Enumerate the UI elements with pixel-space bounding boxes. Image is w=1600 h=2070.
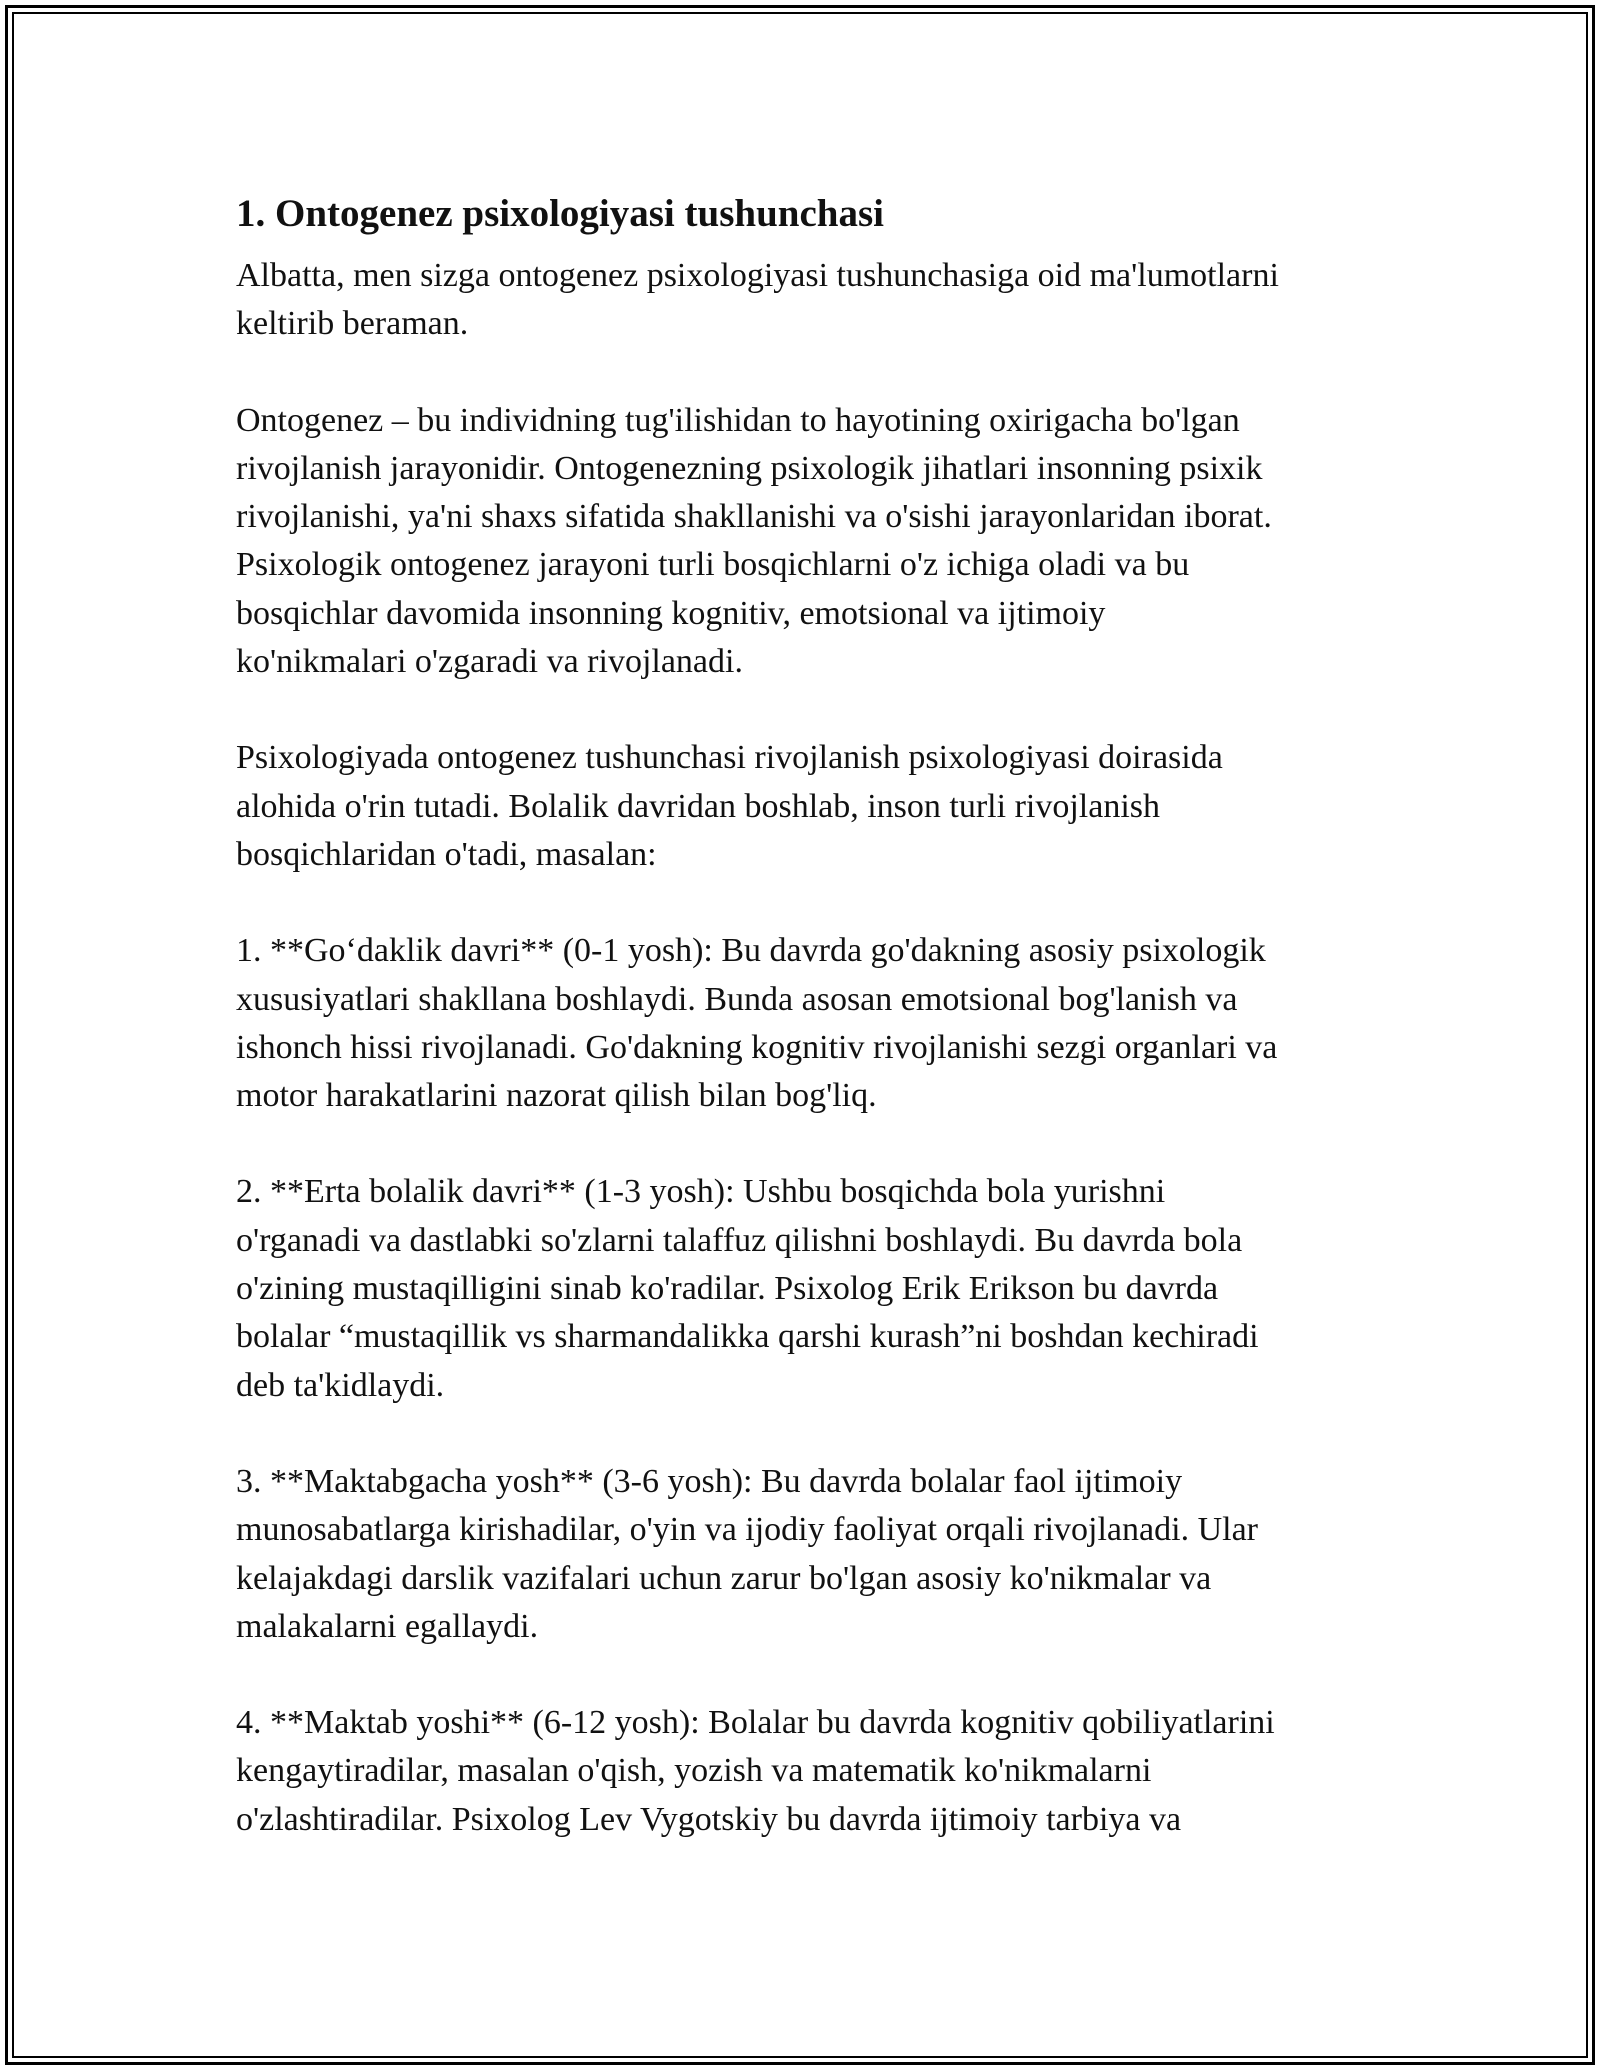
list-item-infancy	[236, 927, 1366, 1120]
text-line: 4. **Maktab yoshi** (6-12 yosh): Bolalar bu davrda kognitiv qobiliyatlarini	[236, 1704, 1275, 1742]
text-line: o'rganadi va dastlabki so'zlarni talaffuz qilishni boshlaydi. Bu davrda bola	[236, 1221, 1243, 1259]
document-body	[236, 184, 1366, 1844]
text-line: alohida o'rin tutadi. Bolalik davridan boshlab, inson turli rivojlanish	[236, 787, 1160, 825]
text-line: Psixologiyada ontogenez tushunchasi rivojlanish psixologiyasi doirasida	[236, 739, 1223, 777]
text-line: Albatta, men sizga ontogenez psixologiyasi tushunchasiga oid ma'lumotlarni	[236, 257, 1279, 294]
section-heading: 1. Ontogenez psixologiyasi tushunchasi	[236, 192, 884, 235]
paragraph-stages-intro	[236, 734, 1366, 879]
text-line: o'zlashtiradilar. Psixolog Lev Vygotskiy bu davrda ijtimoiy tarbiya va	[236, 1800, 1182, 1838]
text-line: ko'nikmalari o'zgaradi va rivojlanadi.	[236, 643, 743, 681]
text-line: bosqichlaridan o'tadi, masalan:	[236, 835, 657, 873]
list-item-early-childhood	[236, 1168, 1366, 1409]
list-item-preschool	[236, 1458, 1366, 1651]
text-line: deb ta'kidlaydi.	[236, 1366, 445, 1404]
text-line: Psixologik ontogenez jarayoni turli bosqichlarni o'z ichiga oladi va bu	[236, 546, 1190, 584]
paragraph-intro	[236, 252, 1366, 349]
text-line: malakalarni egallaydi.	[236, 1607, 539, 1645]
text-line: ishonch hissi rivojlanadi. Go'dakning kognitiv rivojlanishi sezgi organlari va	[236, 1028, 1278, 1066]
text-line: motor harakatlarini nazorat qilish bilan bog'liq.	[236, 1077, 877, 1115]
text-line: kelajakdagi darslik vazifalari uchun zarur bo'lgan asosiy ko'nikmalar va	[236, 1559, 1212, 1597]
text-line: rivojlanishi, ya'ni shaxs sifatida shakllanishi va o'sishi jarayonlaridan iborat.	[236, 498, 1272, 536]
text-line: 1. **Go‘daklik davri** (0-1 yosh): Bu davrda go'dakning asosiy psixologik	[236, 932, 1266, 970]
text-line: munosabatlarga kirishadilar, o'yin va ijodiy faoliyat orqali rivojlanadi. Ular	[236, 1511, 1258, 1549]
text-line: bosqichlar davomida insonning kognitiv, emotsional va ijtimoiy	[236, 594, 1106, 632]
text-line: o'zining mustaqilligini sinab ko'radilar. Psixolog Erik Erikson bu davrda	[236, 1270, 1219, 1308]
list-item-school-age	[236, 1699, 1366, 1844]
paragraph-definition	[236, 397, 1366, 687]
text-line: bolalar “mustaqillik vs sharmandalikka qarshi kurash”ni boshdan kechiradi	[236, 1318, 1259, 1356]
text-line: xususiyatlari shakllana boshlaydi. Bunda asosan emotsional bog'lanish va	[236, 980, 1238, 1018]
text-line: 3. **Maktabgacha yosh** (3-6 yosh): Bu davrda bolalar faol ijtimoiy	[236, 1462, 1183, 1500]
text-line: Ontogenez – bu individning tug'ilishidan to hayotining oxirigacha bo'lgan	[236, 401, 1240, 439]
text-line: keltirib beraman.	[236, 305, 469, 343]
text-line: kengaytiradilar, masalan o'qish, yozish va matematik ko'nikmalarni	[236, 1752, 1152, 1790]
text-line: rivojlanish jarayonidir. Ontogenezning psixologik jihatlari insonning psixik	[236, 449, 1263, 487]
text-line: 2. **Erta bolalik davri** (1-3 yosh): Ushbu bosqichda bola yurishni	[236, 1173, 1166, 1211]
